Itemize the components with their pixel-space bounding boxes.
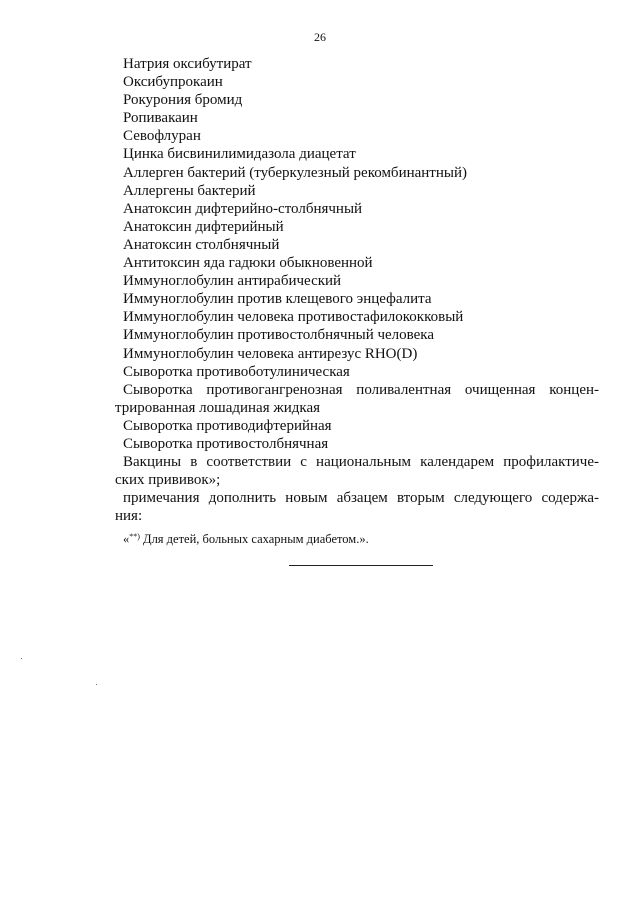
notes-instruction [115, 489, 599, 525]
scan-speck [21, 658, 22, 659]
list-item: Сыворотка противоботулиническая [123, 363, 350, 380]
list-item: Аллерген бактерий (туберкулезный рекомбинантный) [123, 164, 467, 181]
notes-instruction-line-2: ния: [115, 508, 143, 525]
serum-gangrene-item [115, 381, 599, 417]
list-item: Натрия оксибутират [123, 56, 252, 72]
list-item: Цинка бисвинилимидазола диацетат [123, 146, 356, 163]
list-item: Аллергены бактерий [123, 182, 256, 199]
list-item: Сыворотка противостолбнячная [123, 435, 329, 452]
list-item: Иммуноглобулин против клещевого энцефалита [123, 291, 432, 308]
list-item: Рокурония бромид [123, 92, 243, 109]
serum-gangrene-line-1: Сыворотка противогангренозная поливалентная очищенная концен- [123, 381, 599, 398]
list-item: Анатоксин дифтерийно-столбнячный [123, 200, 363, 217]
list-item: Анатоксин дифтерийный [123, 218, 284, 235]
list-item: Иммуноглобулин противостолбнячный человека [123, 327, 435, 344]
list-item: Иммуноглобулин человека противостафилококковый [123, 309, 464, 326]
list-item: Анатоксин столбнячный [123, 236, 280, 253]
vaccines-line-2: ских прививок»; [115, 472, 221, 489]
page-number: 26 [314, 30, 326, 44]
list-item: Иммуноглобулин антирабический [123, 273, 342, 290]
notes-instruction-line-1: примечания дополнить новым абзацем вторым следующего содержа- [123, 490, 599, 507]
drug-list [123, 55, 599, 381]
list-item: Севофлуран [123, 128, 201, 145]
scan-speck [96, 684, 97, 685]
list-item: Иммуноглобулин человека антирезус RHO(D) [123, 345, 418, 362]
list-item: Антитоксин яда гадюки обыкновенной [123, 255, 373, 272]
footnote-marker: **) [129, 532, 140, 542]
document-body [115, 55, 599, 549]
list-item: Оксибупрокаин [123, 74, 223, 91]
vaccines-line-1: Вакцины в соответствии с национальным календарем профилактиче- [123, 454, 599, 471]
list-item: Ропивакаин [123, 110, 198, 127]
vaccines-item [115, 453, 599, 489]
end-separator-line [289, 565, 433, 566]
list-item: Сыворотка противодифтерийная [123, 417, 332, 434]
serum-gangrene-line-2: трированная лошадиная жидкая [115, 399, 320, 416]
footnote-open-quote: « [123, 532, 130, 547]
footnote-paragraph [123, 530, 599, 548]
footnote-text: Для детей, больных сахарным диабетом.». [139, 532, 369, 547]
